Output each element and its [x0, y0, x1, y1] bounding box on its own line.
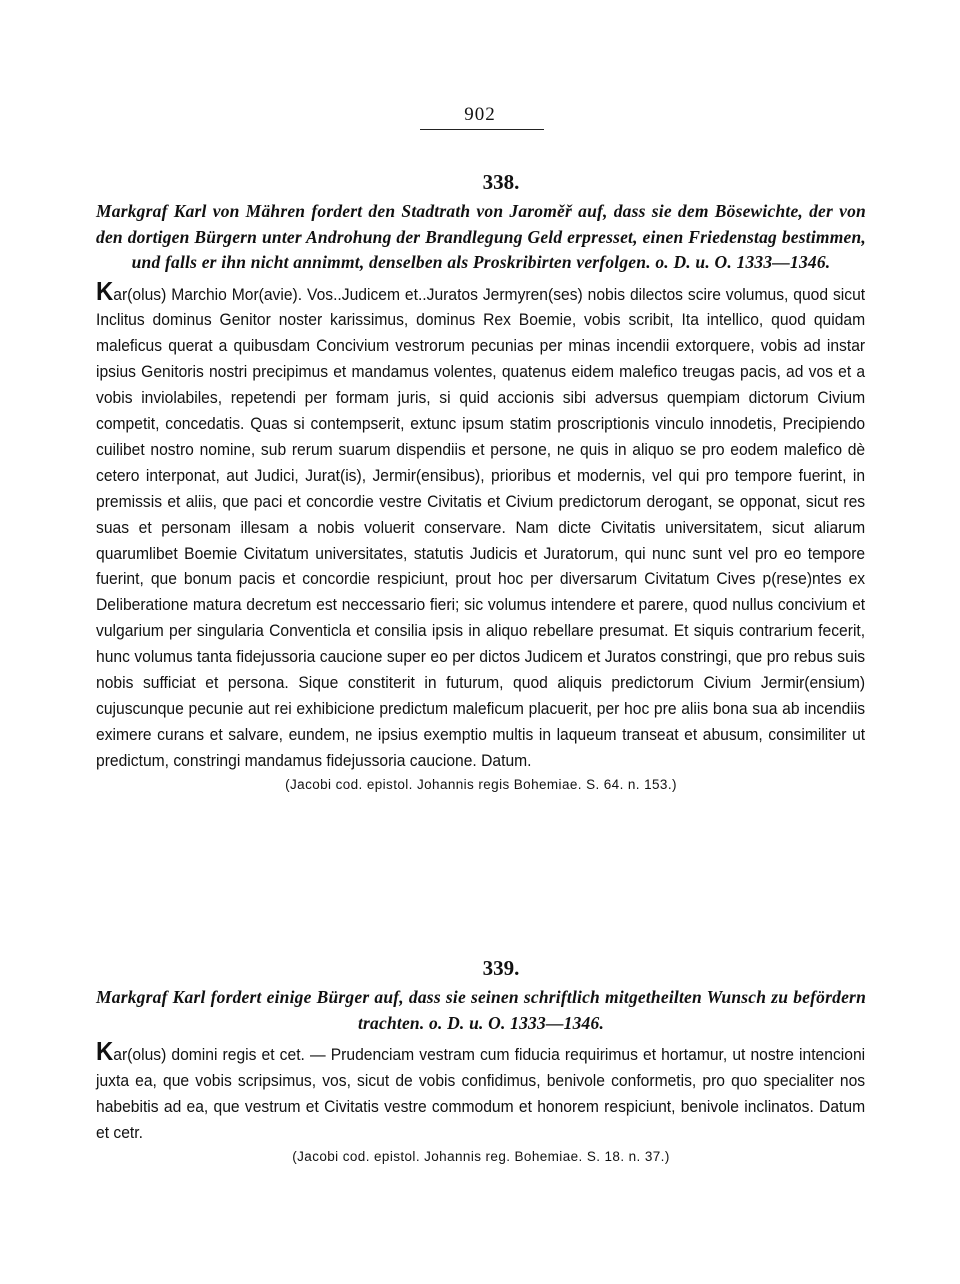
page-number: 902 — [464, 104, 496, 125]
document-body — [96, 1038, 865, 1146]
body-text: ar(olus) Marchio Mor(avie). Vos..Judicem et..Juratos Jermyren(ses) nobis dilectos scire volumus, quod sicut Inclitus dominus Genitor noster karissimus, dominus Rex Boemie, vobis scribit, Ita intellico, quod quidam maleficus querat a quibusdam Concivium vestrorum pecunias per minas incendii extorquere, vobis ad instar ipsius Genitoris nostri precipimus et mandamus volentes, quatenus eidem malefico treugas pacis, ad vos et a vobis inviolabiles, repetendi per formam juris, si quid accionis sibi adversus quempiam dictorum Civium competit, concedatis. Quas si contempserit, extunc ipsum statim proscriptionis vinculo innodetis, Precipiendo cuilibet nostro nomine, sub rerum suarum dispendiis et persone, ne quis in aliquo se pro eodem malefico dè cetero interponat, aut Judici, Jurat(is), Jermir(ensibus), prioribus et modernis, vel qui pro tempore fuerint, in premissis et aliis, que paci et concordie vestre Civitatis et Civium predictorum derogant, se opponat, sicut res suas et personam illesam a nobis voluerit conservare. Nam dicte Civitatis universitatem, sicut aliarum quarumlibet Boemie Civitatum universitates, statutis Judicis et Juratorum, qui nunc sunt vel pro eo tempore fuerint, que bonum pacis et concordie respiciunt, prout hoc per diversarum Civitatum Cives p(rese)ntes ex Deliberatione matura decretum est neccessario fieri; sic volumus intendere et parere, quod nullus concivium et vulgarium per singularia Conventicla et consilia ipsis in aliquo rebellare presumat. Et siquis contrarium fecerit, hunc volumus tanta fidejussoria caucione super eo per dictos Judicem et Juratos constringi, que pro rebus suis nobis sufficiat et persona. Sique constiterit in futurum, quod aliquis predictorum Civium Jermir(ensium) cujuscunque pecunie aut rei exhibicione predictum maleficum placuerit, per hoc pre aliis bona sua ab incendiis eximere curans et salvare, eundem, ne ipsius exemptio multis in laqueum transeat et abusum, consimiliter ut predictum, constringi mandamus fidejussoria caucione. Datum. — [96, 284, 866, 770]
initial-letter: K — [96, 275, 114, 306]
document-heading: Markgraf Karl fordert einige Bürger auf, dass sie seinen schriftlich mitgetheilten Wunsch zu befördern trachten. o. D. u. O. 1333—1346. — [96, 987, 866, 1033]
document-number: 339. — [482, 956, 520, 980]
document-body — [96, 275, 866, 774]
document-339 — [96, 956, 866, 1164]
document-number: 338. — [482, 170, 520, 194]
initial-letter: K — [96, 1036, 114, 1066]
document-338 — [96, 170, 866, 792]
source-citation: (Jacobi cod. epistol. Johannis regis Bohemiae. S. 64. n. 153.) — [285, 776, 677, 792]
page-number-rule — [420, 129, 544, 130]
body-text: ar(olus) domini regis et cet. — Prudenciam vestram cum fiducia requirimus et hortamur, ut nostre intencioni juxta ea, que vobis scripsimus, vos, sicut de vobis confidimus, benivole conformetis, pro quo specialiter nos habebitis ad ea, que vestrum et Civitatis vestre commodum et honorem respiciunt, benivole inclinatos. Datum et cetr. — [96, 1045, 866, 1142]
document-heading: Markgraf Karl von Mähren fordert den Stadtrath von Jaroměř auf, dass sie dem Bösewichte, der von den dortigen Bürgern unter Androhung der Brandlegung Geld erpresset, einen Friedenstag bestimmen, und falls er ihn nicht annimmt, denselben als Proskribirten verfolgen. o. D. u. O. 1333—1346. — [96, 201, 866, 272]
source-citation: (Jacobi cod. epistol. Johannis reg. Bohemiae. S. 18. n. 37.) — [292, 1148, 670, 1164]
